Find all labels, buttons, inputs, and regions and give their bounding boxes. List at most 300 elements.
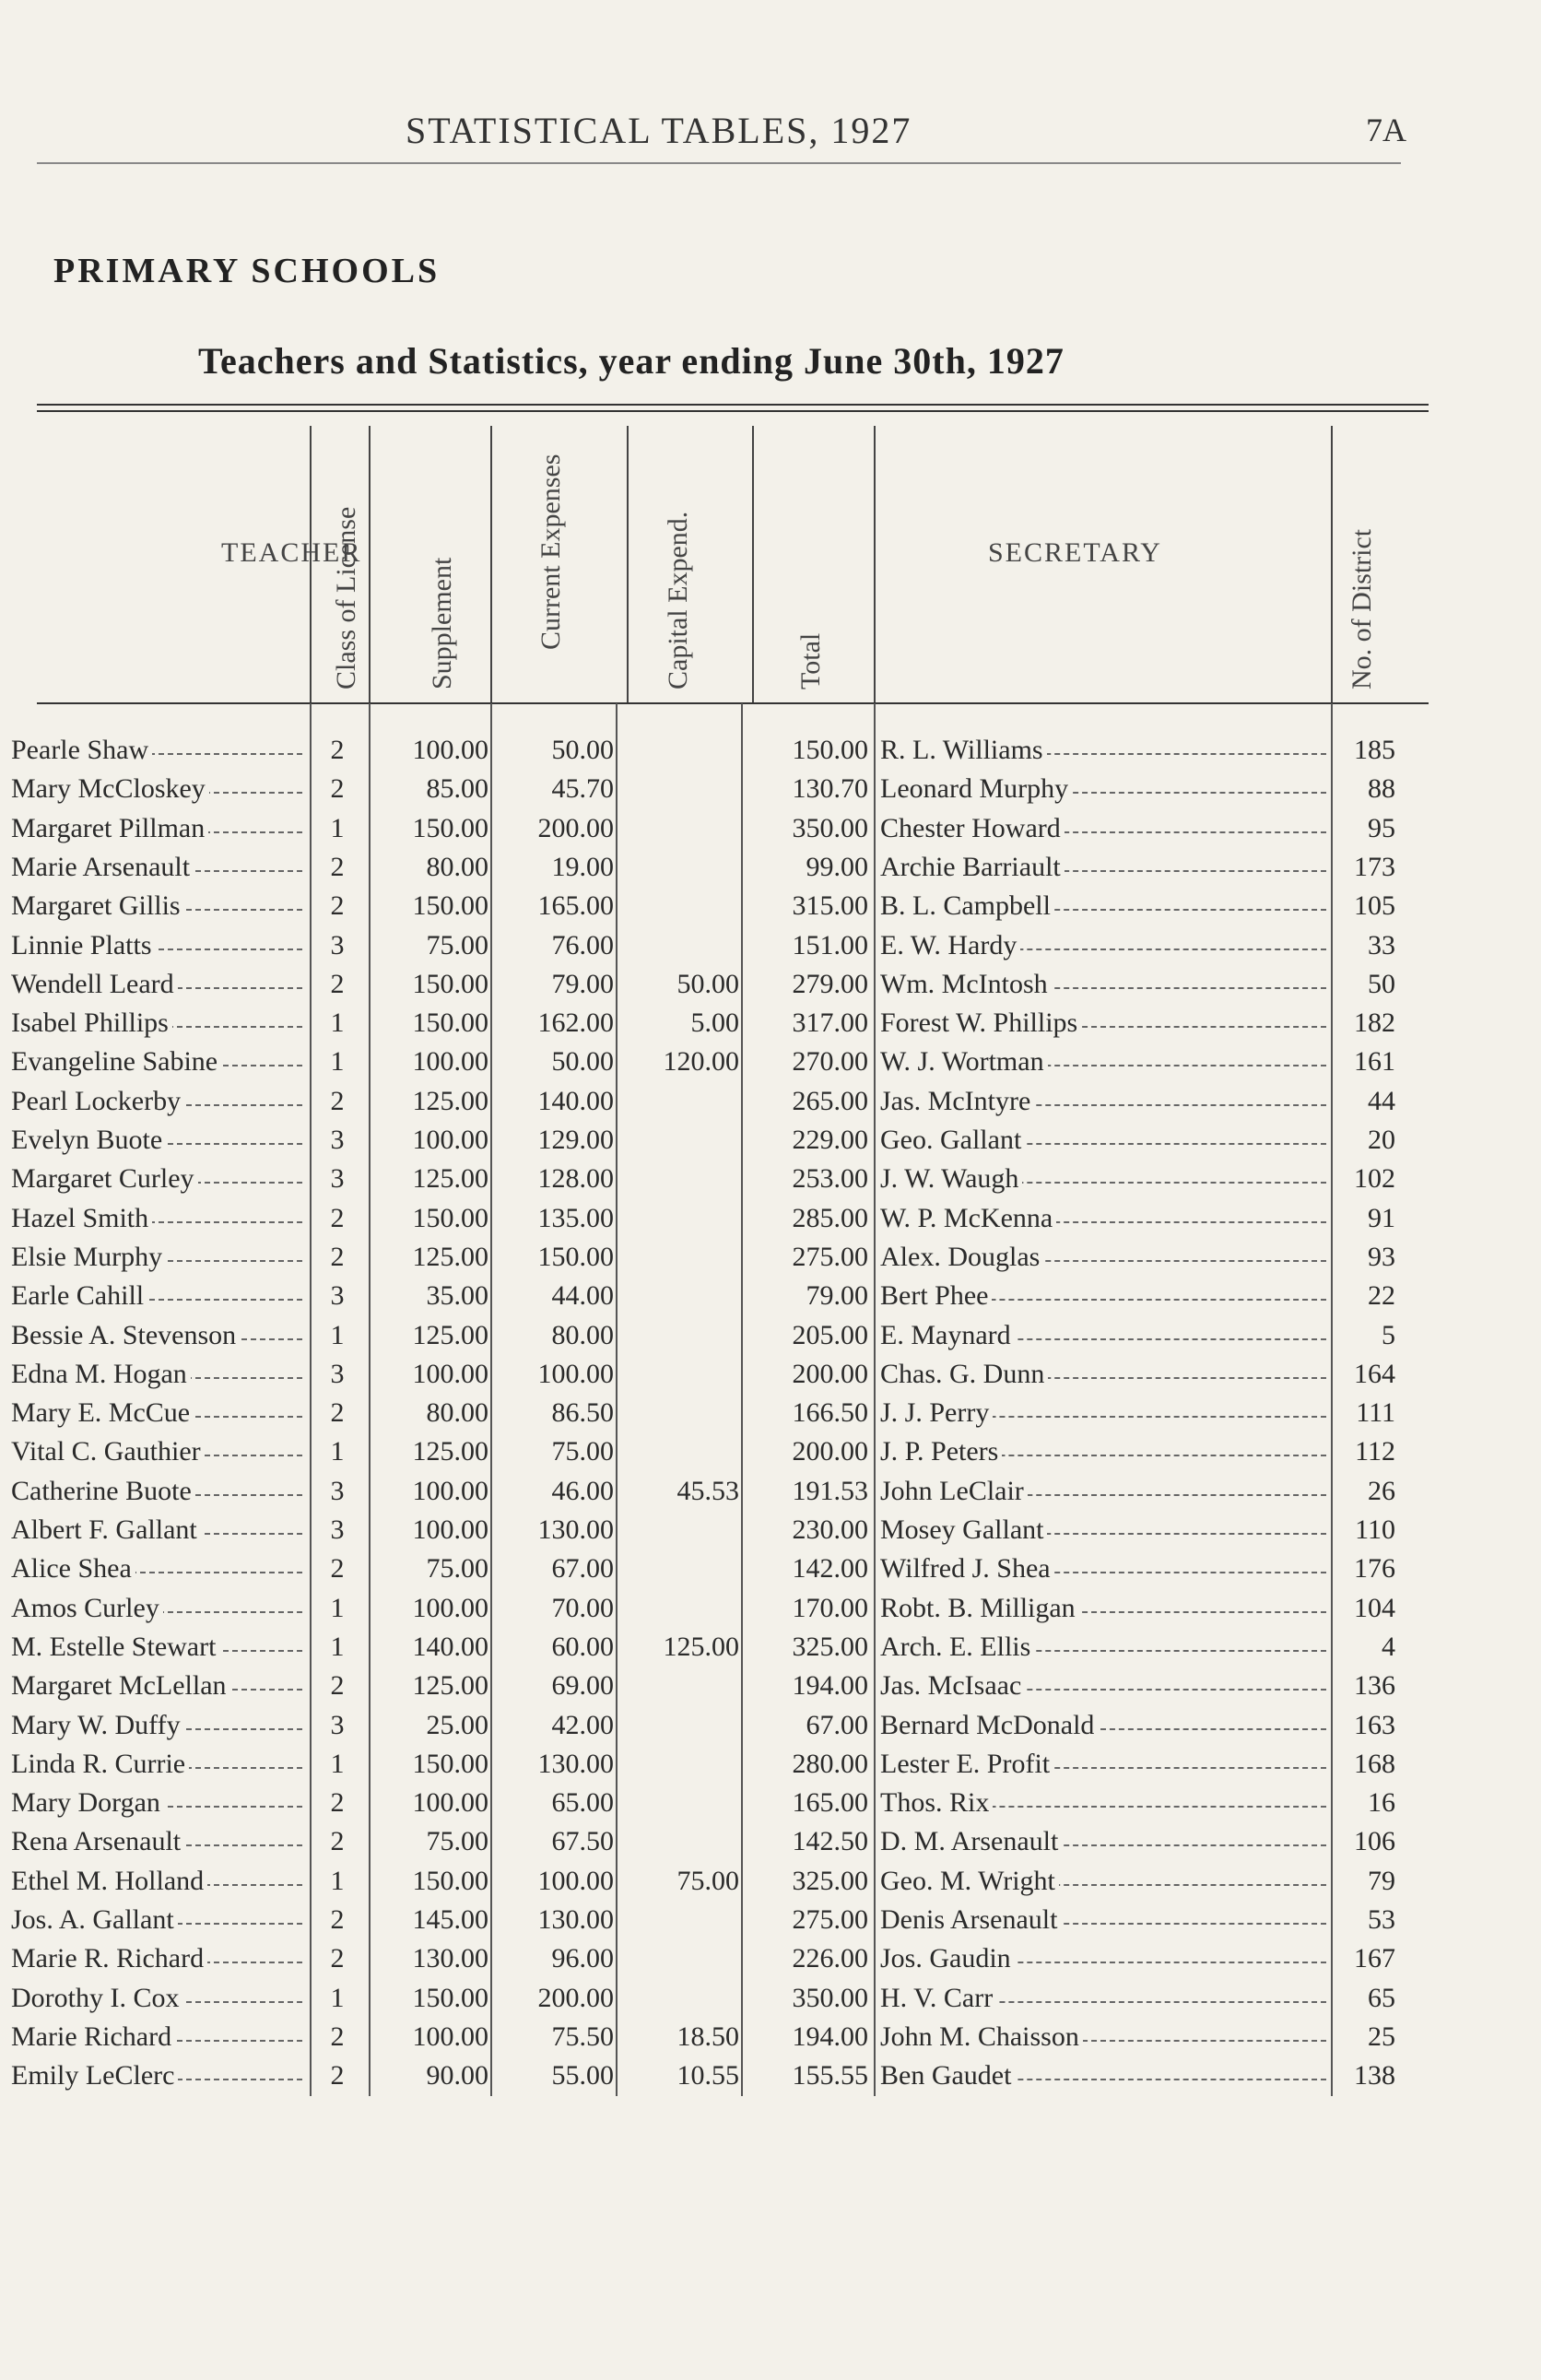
- secretary-name: [880, 1745, 1330, 1784]
- district-number: 20: [1368, 1125, 1395, 1155]
- supplement-amount: 100.00: [412, 1358, 488, 1389]
- teacher-name: [11, 1043, 308, 1081]
- district-number: 88: [1368, 773, 1395, 805]
- class-of-license: 3: [330, 1125, 345, 1155]
- current-expenses: 60.00: [551, 1631, 614, 1662]
- table-row: [0, 1199, 1541, 1238]
- current-expenses: 67.00: [551, 1553, 614, 1585]
- class-of-license: 1: [330, 1592, 345, 1623]
- table-row: [0, 1939, 1541, 1978]
- table-row: [0, 848, 1541, 887]
- secretary-name-text: J. J. Perry: [880, 1397, 993, 1428]
- teacher-name: [11, 1939, 308, 1978]
- teacher-name: [11, 965, 308, 1004]
- supplement-amount: 90.00: [426, 2060, 488, 2091]
- supplement-amount: 80.00: [426, 1397, 488, 1429]
- secretary-name-text: Leonard Murphy: [880, 773, 1072, 804]
- capital-expend: 75.00: [676, 1865, 739, 1896]
- current-expenses: 130.00: [537, 1904, 614, 1935]
- class-of-license: 2: [330, 2021, 345, 2052]
- supplement-amount: 75.00: [426, 1826, 488, 1857]
- class-of-license: 2: [330, 1553, 345, 1585]
- table-row: [0, 1121, 1541, 1160]
- supplement-amount: 150.00: [412, 812, 488, 843]
- table-row: [0, 1082, 1541, 1121]
- secretary-name-text: Jas. McIsaac: [880, 1670, 1025, 1701]
- teacher-name: [11, 2056, 308, 2095]
- header-divider: [490, 426, 492, 702]
- total-amount: 325.00: [792, 1865, 868, 1896]
- secretary-name: [880, 1238, 1330, 1277]
- table-row: [0, 1822, 1541, 1861]
- secretary-name-text: Denis Arsenault: [880, 1904, 1061, 1935]
- header-supplement: Supplement: [427, 557, 457, 689]
- secretary-name: [880, 1901, 1330, 1939]
- teacher-name: [11, 1394, 308, 1432]
- secretary-name: [880, 1706, 1330, 1745]
- supplement-amount: 150.00: [412, 1202, 488, 1233]
- current-expenses: 100.00: [537, 1358, 614, 1389]
- supplement-amount: 150.00: [412, 1982, 488, 2013]
- current-expenses: 76.00: [551, 929, 614, 960]
- supplement-amount: 75.00: [426, 1553, 488, 1585]
- supplement-amount: 130.00: [412, 1943, 488, 1974]
- teacher-name-text: Ethel M. Holland: [11, 1866, 207, 1896]
- total-amount: 315.00: [792, 890, 868, 922]
- column-divider: [490, 703, 492, 2096]
- supplement-amount: 100.00: [412, 1787, 488, 1819]
- current-expenses: 50.00: [551, 735, 614, 765]
- secretary-name: [880, 1589, 1330, 1628]
- supplement-amount: 100.00: [412, 1514, 488, 1545]
- secretary-name: [880, 2018, 1330, 2056]
- secretary-name: [880, 1939, 1330, 1978]
- district-number: 95: [1368, 812, 1395, 843]
- class-of-license: 3: [330, 1475, 345, 1506]
- table-row: [0, 1004, 1541, 1043]
- secretary-name: [880, 1160, 1330, 1198]
- total-amount: 165.00: [792, 1787, 868, 1819]
- teacher-name-text: Linda R. Currie: [11, 1749, 189, 1779]
- teacher-name: [11, 1549, 308, 1588]
- table-row: [0, 770, 1541, 808]
- secretary-name-text: Geo. Gallant: [880, 1125, 1025, 1155]
- district-number: 112: [1355, 1436, 1395, 1467]
- teacher-name: [11, 770, 308, 808]
- class-of-license: 1: [330, 1319, 345, 1350]
- secretary-name: [880, 1628, 1330, 1667]
- supplement-amount: 125.00: [412, 1163, 488, 1195]
- supplement-amount: 85.00: [426, 773, 488, 805]
- current-expenses: 75.00: [551, 1436, 614, 1467]
- teacher-name-text: Evangeline Sabine: [11, 1046, 221, 1077]
- teacher-name-text: Catherine Buote: [11, 1476, 195, 1506]
- secretary-name-text: Chester Howard: [880, 813, 1065, 843]
- capital-expend: 50.00: [676, 968, 739, 999]
- teacher-name-text: Pearle Shaw: [11, 735, 152, 765]
- table-row: [0, 731, 1541, 770]
- header-divider: [1331, 426, 1333, 702]
- current-expenses: 50.00: [551, 1046, 614, 1078]
- teacher-name: [11, 1901, 308, 1939]
- district-number: 104: [1354, 1592, 1395, 1623]
- secretary-name-text: W. P. McKenna: [880, 1203, 1056, 1233]
- capital-expend: 125.00: [663, 1631, 739, 1662]
- supplement-amount: 25.00: [426, 1709, 488, 1740]
- header-district-number: No. of District: [1347, 528, 1377, 689]
- secretary-name: [880, 1472, 1330, 1511]
- header-secretary: SECRETARY: [988, 537, 1162, 568]
- table-row: [0, 1784, 1541, 1822]
- table-row: [0, 1355, 1541, 1394]
- supplement-amount: 75.00: [426, 929, 488, 960]
- total-amount: 67.00: [806, 1709, 868, 1740]
- total-amount: 253.00: [792, 1163, 868, 1195]
- column-divider: [741, 703, 743, 2096]
- secretary-name: [880, 1822, 1330, 1861]
- supplement-amount: 100.00: [412, 1046, 488, 1078]
- secretary-name-text: Jos. Gaudin: [880, 1943, 1015, 1974]
- class-of-license: 1: [330, 1982, 345, 2013]
- district-number: 79: [1368, 1865, 1395, 1896]
- class-of-license: 2: [330, 1943, 345, 1974]
- table-row: [0, 1472, 1541, 1511]
- table-row: [0, 1589, 1541, 1628]
- district-number: 105: [1354, 890, 1395, 922]
- class-of-license: 3: [330, 1709, 345, 1740]
- class-of-license: 2: [330, 1904, 345, 1935]
- secretary-name-text: J. P. Peters: [880, 1436, 1002, 1467]
- table-subtitle: Teachers and Statistics, year ending June 30th, 1927: [198, 340, 1065, 382]
- district-number: 167: [1354, 1943, 1395, 1974]
- teacher-name: [11, 1432, 308, 1471]
- teacher-name: [11, 1511, 308, 1549]
- secretary-name-text: Ben Gaudet: [880, 2060, 1015, 2091]
- teacher-name: [11, 887, 308, 925]
- class-of-license: 1: [330, 1631, 345, 1662]
- secretary-name: [880, 731, 1330, 770]
- teacher-name: [11, 1862, 308, 1901]
- secretary-name: [880, 1862, 1330, 1901]
- secretary-name: [880, 1121, 1330, 1160]
- teacher-name-text: Mary McCloskey: [11, 773, 209, 804]
- header-rule: [37, 162, 1401, 164]
- teacher-name-text: Jos. A. Gallant: [11, 1904, 178, 1935]
- current-expenses: 150.00: [537, 1241, 614, 1272]
- secretary-name: [880, 1199, 1330, 1238]
- header-class-of-license: Class of License: [331, 506, 361, 689]
- secretary-name-text: Jas. McIntyre: [880, 1086, 1034, 1116]
- class-of-license: 2: [330, 1826, 345, 1857]
- teacher-name: [11, 1667, 308, 1705]
- current-expenses: 162.00: [537, 1007, 614, 1039]
- header-divider: [627, 426, 629, 702]
- district-number: 50: [1368, 968, 1395, 999]
- table-top-rule-2: [37, 410, 1429, 412]
- current-expenses: 129.00: [537, 1125, 614, 1155]
- class-of-license: 2: [330, 1241, 345, 1272]
- secretary-name: [880, 1277, 1330, 1315]
- total-amount: 155.55: [792, 2060, 868, 2091]
- header-current-expenses: Current Expenses: [535, 454, 566, 650]
- teacher-name-text: Marie R. Richard: [11, 1943, 207, 1974]
- teacher-name: [11, 1822, 308, 1861]
- header-capital-expend: Capital Expend.: [663, 511, 693, 689]
- teacher-name-text: Edna M. Hogan: [11, 1359, 191, 1389]
- teacher-name-text: Linnie Platts: [11, 930, 156, 960]
- district-number: 106: [1354, 1826, 1395, 1857]
- current-expenses: 130.00: [537, 1514, 614, 1545]
- district-number: 182: [1354, 1007, 1395, 1039]
- teacher-name-text: Vital C. Gauthier: [11, 1436, 205, 1467]
- current-expenses: 70.00: [551, 1592, 614, 1623]
- class-of-license: 2: [330, 1787, 345, 1819]
- secretary-name-text: Bernard McDonald: [880, 1710, 1098, 1740]
- total-amount: 200.00: [792, 1436, 868, 1467]
- teacher-name-text: Isabel Phillips: [11, 1007, 172, 1038]
- district-number: 25: [1368, 2021, 1395, 2052]
- capital-expend: 45.53: [676, 1475, 739, 1506]
- running-header: [0, 109, 1541, 155]
- teacher-name: [11, 1706, 308, 1745]
- secretary-name: [880, 1004, 1330, 1043]
- total-amount: 275.00: [792, 1241, 868, 1272]
- secretary-name-text: H. V. Carr: [880, 1983, 996, 2013]
- district-number: 136: [1354, 1670, 1395, 1702]
- district-number: 91: [1368, 1202, 1395, 1233]
- total-amount: 142.00: [792, 1553, 868, 1585]
- secretary-name-text: Geo. M. Wright: [880, 1866, 1059, 1896]
- class-of-license: 2: [330, 1085, 345, 1116]
- secretary-name-text: John M. Chaisson: [880, 2021, 1083, 2052]
- teacher-name: [11, 1160, 308, 1198]
- class-of-license: 3: [330, 929, 345, 960]
- table-row: [0, 1277, 1541, 1315]
- district-number: 185: [1354, 735, 1395, 765]
- secretary-name: [880, 848, 1330, 887]
- current-expenses: 80.00: [551, 1319, 614, 1350]
- secretary-name: [880, 809, 1330, 848]
- teacher-name: [11, 1199, 308, 1238]
- running-title: STATISTICAL TABLES, 1927: [406, 110, 912, 151]
- teacher-name: [11, 1238, 308, 1277]
- teacher-name-text: Marie Richard: [11, 2021, 175, 2052]
- district-number: 65: [1368, 1982, 1395, 2013]
- teacher-name-text: Bessie A. Stevenson: [11, 1320, 240, 1350]
- column-divider: [369, 703, 371, 2096]
- current-expenses: 67.50: [551, 1826, 614, 1857]
- secretary-name-text: Lester E. Profit: [880, 1749, 1053, 1779]
- current-expenses: 130.00: [537, 1748, 614, 1779]
- supplement-amount: 125.00: [412, 1085, 488, 1116]
- current-expenses: 45.70: [551, 773, 614, 805]
- secretary-name: [880, 2056, 1330, 2095]
- class-of-license: 2: [330, 968, 345, 999]
- class-of-license: 2: [330, 851, 345, 882]
- capital-expend: 10.55: [676, 2060, 739, 2091]
- class-of-license: 3: [330, 1280, 345, 1312]
- table-row: [0, 2018, 1541, 2056]
- current-expenses: 69.00: [551, 1670, 614, 1702]
- secretary-name-text: Bert Phee: [880, 1280, 992, 1311]
- class-of-license: 2: [330, 1670, 345, 1702]
- table-top-rule: [37, 404, 1429, 406]
- total-amount: 194.00: [792, 1670, 868, 1702]
- secretary-name: [880, 1511, 1330, 1549]
- secretary-name: [880, 1355, 1330, 1394]
- class-of-license: 2: [330, 1397, 345, 1429]
- total-amount: 325.00: [792, 1631, 868, 1662]
- current-expenses: 55.00: [551, 2060, 614, 2091]
- current-expenses: 140.00: [537, 1085, 614, 1116]
- district-number: 176: [1354, 1553, 1395, 1585]
- teacher-name-text: Pearl Lockerby: [11, 1086, 184, 1116]
- total-amount: 166.50: [792, 1397, 868, 1429]
- table-row: [0, 926, 1541, 965]
- teacher-name: [11, 1082, 308, 1121]
- teacher-name: [11, 1121, 308, 1160]
- current-expenses: 79.00: [551, 968, 614, 999]
- district-number: 26: [1368, 1475, 1395, 1506]
- supplement-amount: 100.00: [412, 1592, 488, 1623]
- class-of-license: 2: [330, 773, 345, 805]
- teacher-name-text: Earle Cahill: [11, 1280, 147, 1311]
- total-amount: 285.00: [792, 1202, 868, 1233]
- district-number: 22: [1368, 1280, 1395, 1312]
- total-amount: 350.00: [792, 1982, 868, 2013]
- teacher-name-text: Margaret McLellan: [11, 1670, 230, 1701]
- secretary-name-text: B. L. Campbell: [880, 890, 1054, 921]
- header-bottom-rule: [37, 702, 1429, 704]
- header-total: Total: [795, 632, 826, 689]
- district-number: 16: [1368, 1787, 1395, 1819]
- table-row: [0, 1706, 1541, 1745]
- total-amount: 99.00: [806, 851, 868, 882]
- total-amount: 275.00: [792, 1904, 868, 1935]
- section-title: PRIMARY SCHOOLS: [53, 252, 441, 290]
- current-expenses: 86.50: [551, 1397, 614, 1429]
- teacher-name: [11, 1589, 308, 1628]
- total-amount: 226.00: [792, 1943, 868, 1974]
- table-row: [0, 809, 1541, 848]
- supplement-amount: 145.00: [412, 1904, 488, 1935]
- secretary-name: [880, 1043, 1330, 1081]
- teacher-name-text: Mary W. Duffy: [11, 1710, 184, 1740]
- current-expenses: 100.00: [537, 1865, 614, 1896]
- supplement-amount: 140.00: [412, 1631, 488, 1662]
- class-of-license: 2: [330, 735, 345, 765]
- column-divider: [310, 703, 312, 2096]
- table-row: [0, 1901, 1541, 1939]
- district-number: 4: [1382, 1631, 1395, 1662]
- current-expenses: 96.00: [551, 1943, 614, 1974]
- page-number: 7A: [1366, 112, 1406, 148]
- secretary-name: [880, 1316, 1330, 1355]
- teacher-name: [11, 1277, 308, 1315]
- current-expenses: 200.00: [537, 812, 614, 843]
- teacher-name: [11, 1745, 308, 1784]
- table-row: [0, 887, 1541, 925]
- table-row: [0, 1238, 1541, 1277]
- table-row: [0, 1043, 1541, 1081]
- secretary-name: [880, 1432, 1330, 1471]
- table-row: [0, 965, 1541, 1004]
- class-of-license: 1: [330, 1007, 345, 1039]
- class-of-license: 2: [330, 2060, 345, 2091]
- total-amount: 317.00: [792, 1007, 868, 1039]
- teacher-name: [11, 809, 308, 848]
- class-of-license: 1: [330, 1748, 345, 1779]
- class-of-license: 3: [330, 1163, 345, 1195]
- total-amount: 230.00: [792, 1514, 868, 1545]
- supplement-amount: 100.00: [412, 2021, 488, 2052]
- teacher-name: [11, 1628, 308, 1667]
- district-number: 110: [1355, 1514, 1395, 1545]
- district-number: 164: [1354, 1358, 1395, 1389]
- table-row: [0, 1160, 1541, 1198]
- supplement-amount: 100.00: [412, 735, 488, 765]
- supplement-amount: 150.00: [412, 1865, 488, 1896]
- teacher-name: [11, 1784, 308, 1822]
- district-number: 138: [1354, 2060, 1395, 2091]
- supplement-amount: 125.00: [412, 1670, 488, 1702]
- total-amount: 280.00: [792, 1748, 868, 1779]
- class-of-license: 3: [330, 1358, 345, 1389]
- total-amount: 205.00: [792, 1319, 868, 1350]
- district-number: 168: [1354, 1748, 1395, 1779]
- total-amount: 151.00: [792, 929, 868, 960]
- header-divider: [752, 426, 754, 702]
- teacher-name: [11, 2018, 308, 2056]
- secretary-name-text: Thos. Rix: [880, 1787, 993, 1818]
- capital-expend: 5.00: [690, 1007, 739, 1039]
- district-number: 163: [1354, 1709, 1395, 1740]
- header-divider: [874, 426, 876, 702]
- district-number: 102: [1354, 1163, 1395, 1195]
- secretary-name-text: R. L. Williams: [880, 735, 1047, 765]
- total-amount: 229.00: [792, 1125, 868, 1155]
- secretary-name-text: Archie Barriault: [880, 852, 1065, 882]
- table-row: [0, 1511, 1541, 1549]
- current-expenses: 165.00: [537, 890, 614, 922]
- class-of-license: 1: [330, 812, 345, 843]
- class-of-license: 3: [330, 1514, 345, 1545]
- supplement-amount: 150.00: [412, 968, 488, 999]
- secretary-name: [880, 926, 1330, 965]
- supplement-amount: 150.00: [412, 890, 488, 922]
- teacher-name-text: Evelyn Buote: [11, 1125, 166, 1155]
- secretary-name-text: Arch. E. Ellis: [880, 1632, 1034, 1662]
- teacher-name-text: Emily LeClerc: [11, 2060, 178, 2091]
- secretary-name-text: Mosey Gallant: [880, 1514, 1047, 1545]
- supplement-amount: 125.00: [412, 1436, 488, 1467]
- current-expenses: 19.00: [551, 851, 614, 882]
- total-amount: 270.00: [792, 1046, 868, 1078]
- table-row: [0, 1432, 1541, 1471]
- teacher-name-text: Amos Curley: [11, 1593, 163, 1623]
- teacher-name-text: Hazel Smith: [11, 1203, 152, 1233]
- teacher-name-text: Elsie Murphy: [11, 1242, 166, 1272]
- teacher-name: [11, 1004, 308, 1043]
- total-amount: 350.00: [792, 812, 868, 843]
- secretary-name-text: E. W. Hardy: [880, 930, 1020, 960]
- header-divider: [369, 426, 371, 702]
- current-expenses: 75.50: [551, 2021, 614, 2052]
- teacher-name-text: Margaret Pillman: [11, 813, 208, 843]
- secretary-name-text: Forest W. Phillips: [880, 1007, 1081, 1038]
- table-row: [0, 1745, 1541, 1784]
- secretary-name-text: John LeClair: [880, 1476, 1028, 1506]
